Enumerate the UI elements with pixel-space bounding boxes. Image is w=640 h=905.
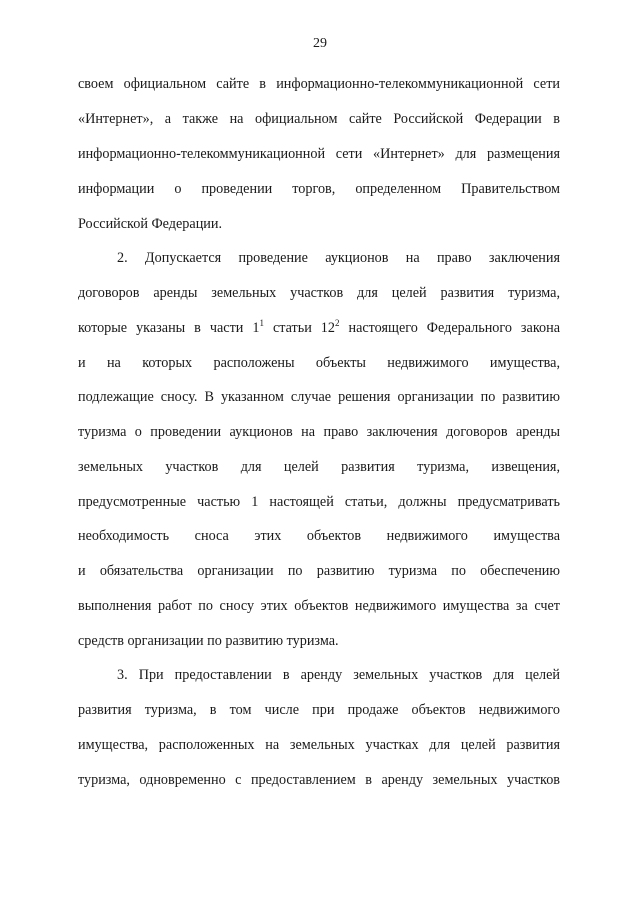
text-line: выполнения работ по сносу этих объектов недвижимого имущества за счет (78, 598, 560, 614)
text-line: Российской Федерации. (78, 216, 223, 232)
text-line: подлежащие сносу. В указанном случае решения организации по развитию (78, 389, 560, 405)
text-line: договоров аренды земельных участков для целей развития туризма, (78, 285, 560, 301)
text-segment: статьи 12 (263, 320, 335, 336)
text-line: необходимость сноса этих объектов недвижимого имущества (78, 528, 560, 544)
text-line-with-superscripts (78, 318, 560, 338)
superscript: 1 (259, 318, 264, 328)
text-line: и на которых расположены объекты недвижимого имущества, (78, 355, 560, 371)
text-line: туризма о проведении аукционов на право заключения договоров аренды (78, 424, 560, 440)
text-line: 3. При предоставлении в аренду земельных участков для целей (117, 667, 560, 683)
text-line: 2. Допускается проведение аукционов на право заключения (117, 250, 560, 266)
text-line: предусмотренные частью 1 настоящей статьи, должны предусматривать (78, 494, 560, 510)
text-line: и обязательства организации по развитию туризма по обеспечению (78, 563, 560, 579)
superscript: 2 (335, 318, 340, 328)
page-number: 29 (313, 36, 327, 51)
text-line: развития туризма, в том числе при продаже объектов недвижимого (78, 702, 560, 718)
text-line: своем официальном сайте в информационно-телекоммуникационной сети (78, 76, 560, 92)
text-line: «Интернет», а также на официальном сайте Российской Федерации в (78, 111, 560, 127)
text-line: средств организации по развитию туризма. (78, 633, 339, 649)
text-line: имущества, расположенных на земельных участках для целей развития (78, 737, 560, 753)
text-line: земельных участков для целей развития туризма, извещения, (78, 459, 560, 475)
text-line: информационно-телекоммуникационной сети «Интернет» для размещения (78, 146, 560, 162)
text-segment: которые указаны в части 1 (78, 320, 260, 336)
text-segment: настоящего Федерального закона (339, 320, 560, 336)
text-line: туризма, одновременно с предоставлением в аренду земельных участков (78, 772, 560, 788)
text-line: информации о проведении торгов, определенном Правительством (78, 181, 560, 197)
